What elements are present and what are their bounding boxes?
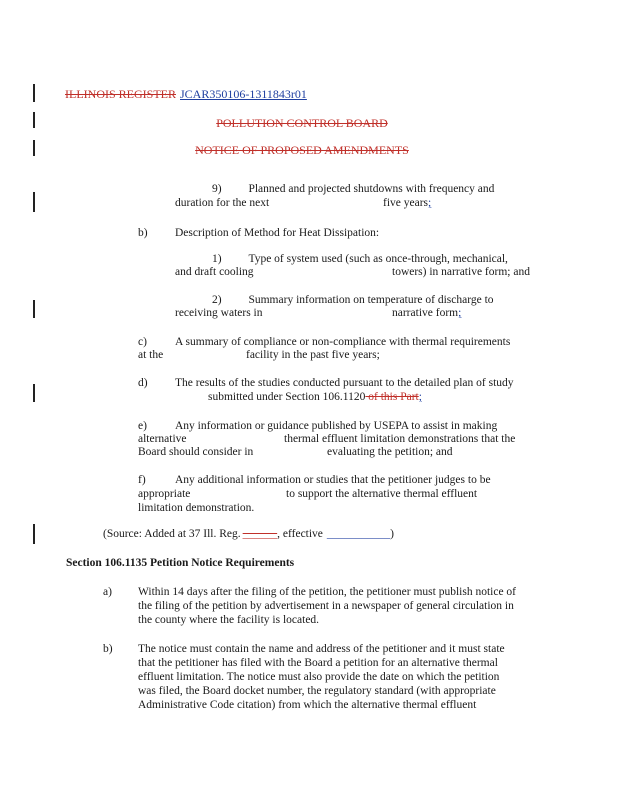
deleted-board-name: POLLUTION CONTROL BOARD (216, 116, 388, 130)
item-text: submitted under Section 106.1120 (208, 391, 366, 403)
item-b1-line2b: towers) in narrative form; and (392, 266, 530, 278)
item-f-line2a: appropriate (138, 488, 191, 500)
item-number: 1) (212, 253, 222, 265)
item-text: five years (383, 197, 429, 209)
source-blank-deleted: ______ (242, 528, 278, 540)
item-9-line1 (212, 183, 494, 195)
inserted-text: ; (458, 307, 462, 319)
jcar-reference: JCAR350106-1311843r01 (180, 87, 307, 101)
item-text: narrative form (392, 307, 459, 319)
item-f-line3: limitation demonstration. (138, 502, 255, 514)
item-f-line1: Any additional information or studies that the petitioner judges to be (175, 474, 491, 486)
section-b-label: b) (103, 643, 113, 655)
item-e-line1: Any information or guidance published by USEPA to assist in making (175, 420, 498, 432)
inserted-text: ; (418, 391, 422, 403)
section-a-label: a) (103, 586, 112, 598)
item-text: Planned and projected shutdowns with frequency and (248, 183, 495, 195)
section-b-line: was filed, the Board docket number, the regulatory standard (with appropriate (138, 685, 496, 697)
item-b2-line2a: receiving waters in (175, 307, 263, 319)
item-f-label: f) (138, 474, 146, 486)
source-blank-inserted: ___________ (326, 528, 391, 540)
inserted-text: ; (428, 197, 432, 209)
deleted-register-title: ILLINOIS REGISTER (65, 87, 176, 101)
change-bar (33, 384, 35, 402)
item-d-line1: The results of the studies conducted pursuant to the detailed plan of study (175, 377, 514, 389)
item-e-line3a: Board should consider in (138, 446, 254, 458)
source-note (103, 528, 394, 540)
section-a-line: Within 14 days after the filing of the petition, the petitioner must publish notice of (138, 586, 517, 598)
item-9-line2a: duration for the next (175, 197, 270, 209)
source-text: (Source: Added at 37 Ill. Reg. (103, 528, 241, 540)
section-b-line: The notice must contain the name and address of the petitioner and it must state (138, 643, 505, 655)
item-text: Type of system used (such as once-through, mechanical, (248, 253, 508, 265)
change-bar (33, 300, 35, 318)
item-d-line2 (208, 391, 422, 403)
change-bar (33, 524, 35, 544)
item-text: Summary information on temperature of discharge to (248, 294, 494, 306)
deleted-text: of this Part (365, 391, 419, 403)
deleted-notice-title: NOTICE OF PROPOSED AMENDMENTS (195, 143, 409, 157)
section-b-line: that the petitioner has filed with the Board a petition for an alternative thermal (138, 657, 498, 669)
item-b1-line2a: and draft cooling (175, 266, 254, 278)
item-d-label: d) (138, 377, 148, 389)
item-c-line1: A summary of compliance or non-compliance with thermal requirements (175, 336, 511, 348)
item-c-line2b: facility in the past five years; (246, 349, 380, 361)
item-f-line2b: to support the alternative thermal effluent (286, 488, 478, 500)
change-bar (33, 192, 35, 212)
item-e-line2a: alternative (138, 433, 187, 445)
item-b-label: b) (138, 227, 148, 239)
item-number: 2) (212, 294, 222, 306)
item-c-line2a: at the (138, 349, 164, 361)
change-bar (33, 84, 35, 102)
item-e-line3b: evaluating the petition; and (327, 446, 453, 458)
item-b2-line1 (212, 294, 494, 306)
section-b-line: Administrative Code citation) from which the alternative thermal effluent (138, 699, 477, 711)
document-header (65, 87, 307, 102)
source-text: ) (390, 528, 395, 540)
item-b1-line1 (212, 253, 508, 265)
item-e-line2b: thermal effluent limitation demonstrations that the (284, 433, 516, 445)
section-a-line: the county where the facility is located. (138, 614, 320, 626)
section-a-line: the filing of the petition by advertisement in a newspaper of general circulation in (138, 600, 514, 612)
section-b-line: effluent limitation. The notice must also provide the date on which the petition (138, 671, 500, 683)
item-9-line2b (383, 197, 431, 209)
item-number: 9) (212, 183, 222, 195)
source-text: , effective (277, 528, 323, 540)
item-b2-line2b (392, 307, 461, 319)
item-b-text: Description of Method for Heat Dissipation: (175, 227, 380, 239)
item-c-label: c) (138, 336, 147, 348)
item-e-label: e) (138, 420, 147, 432)
section-heading: Section 106.1135 Petition Notice Requirements (66, 557, 295, 569)
